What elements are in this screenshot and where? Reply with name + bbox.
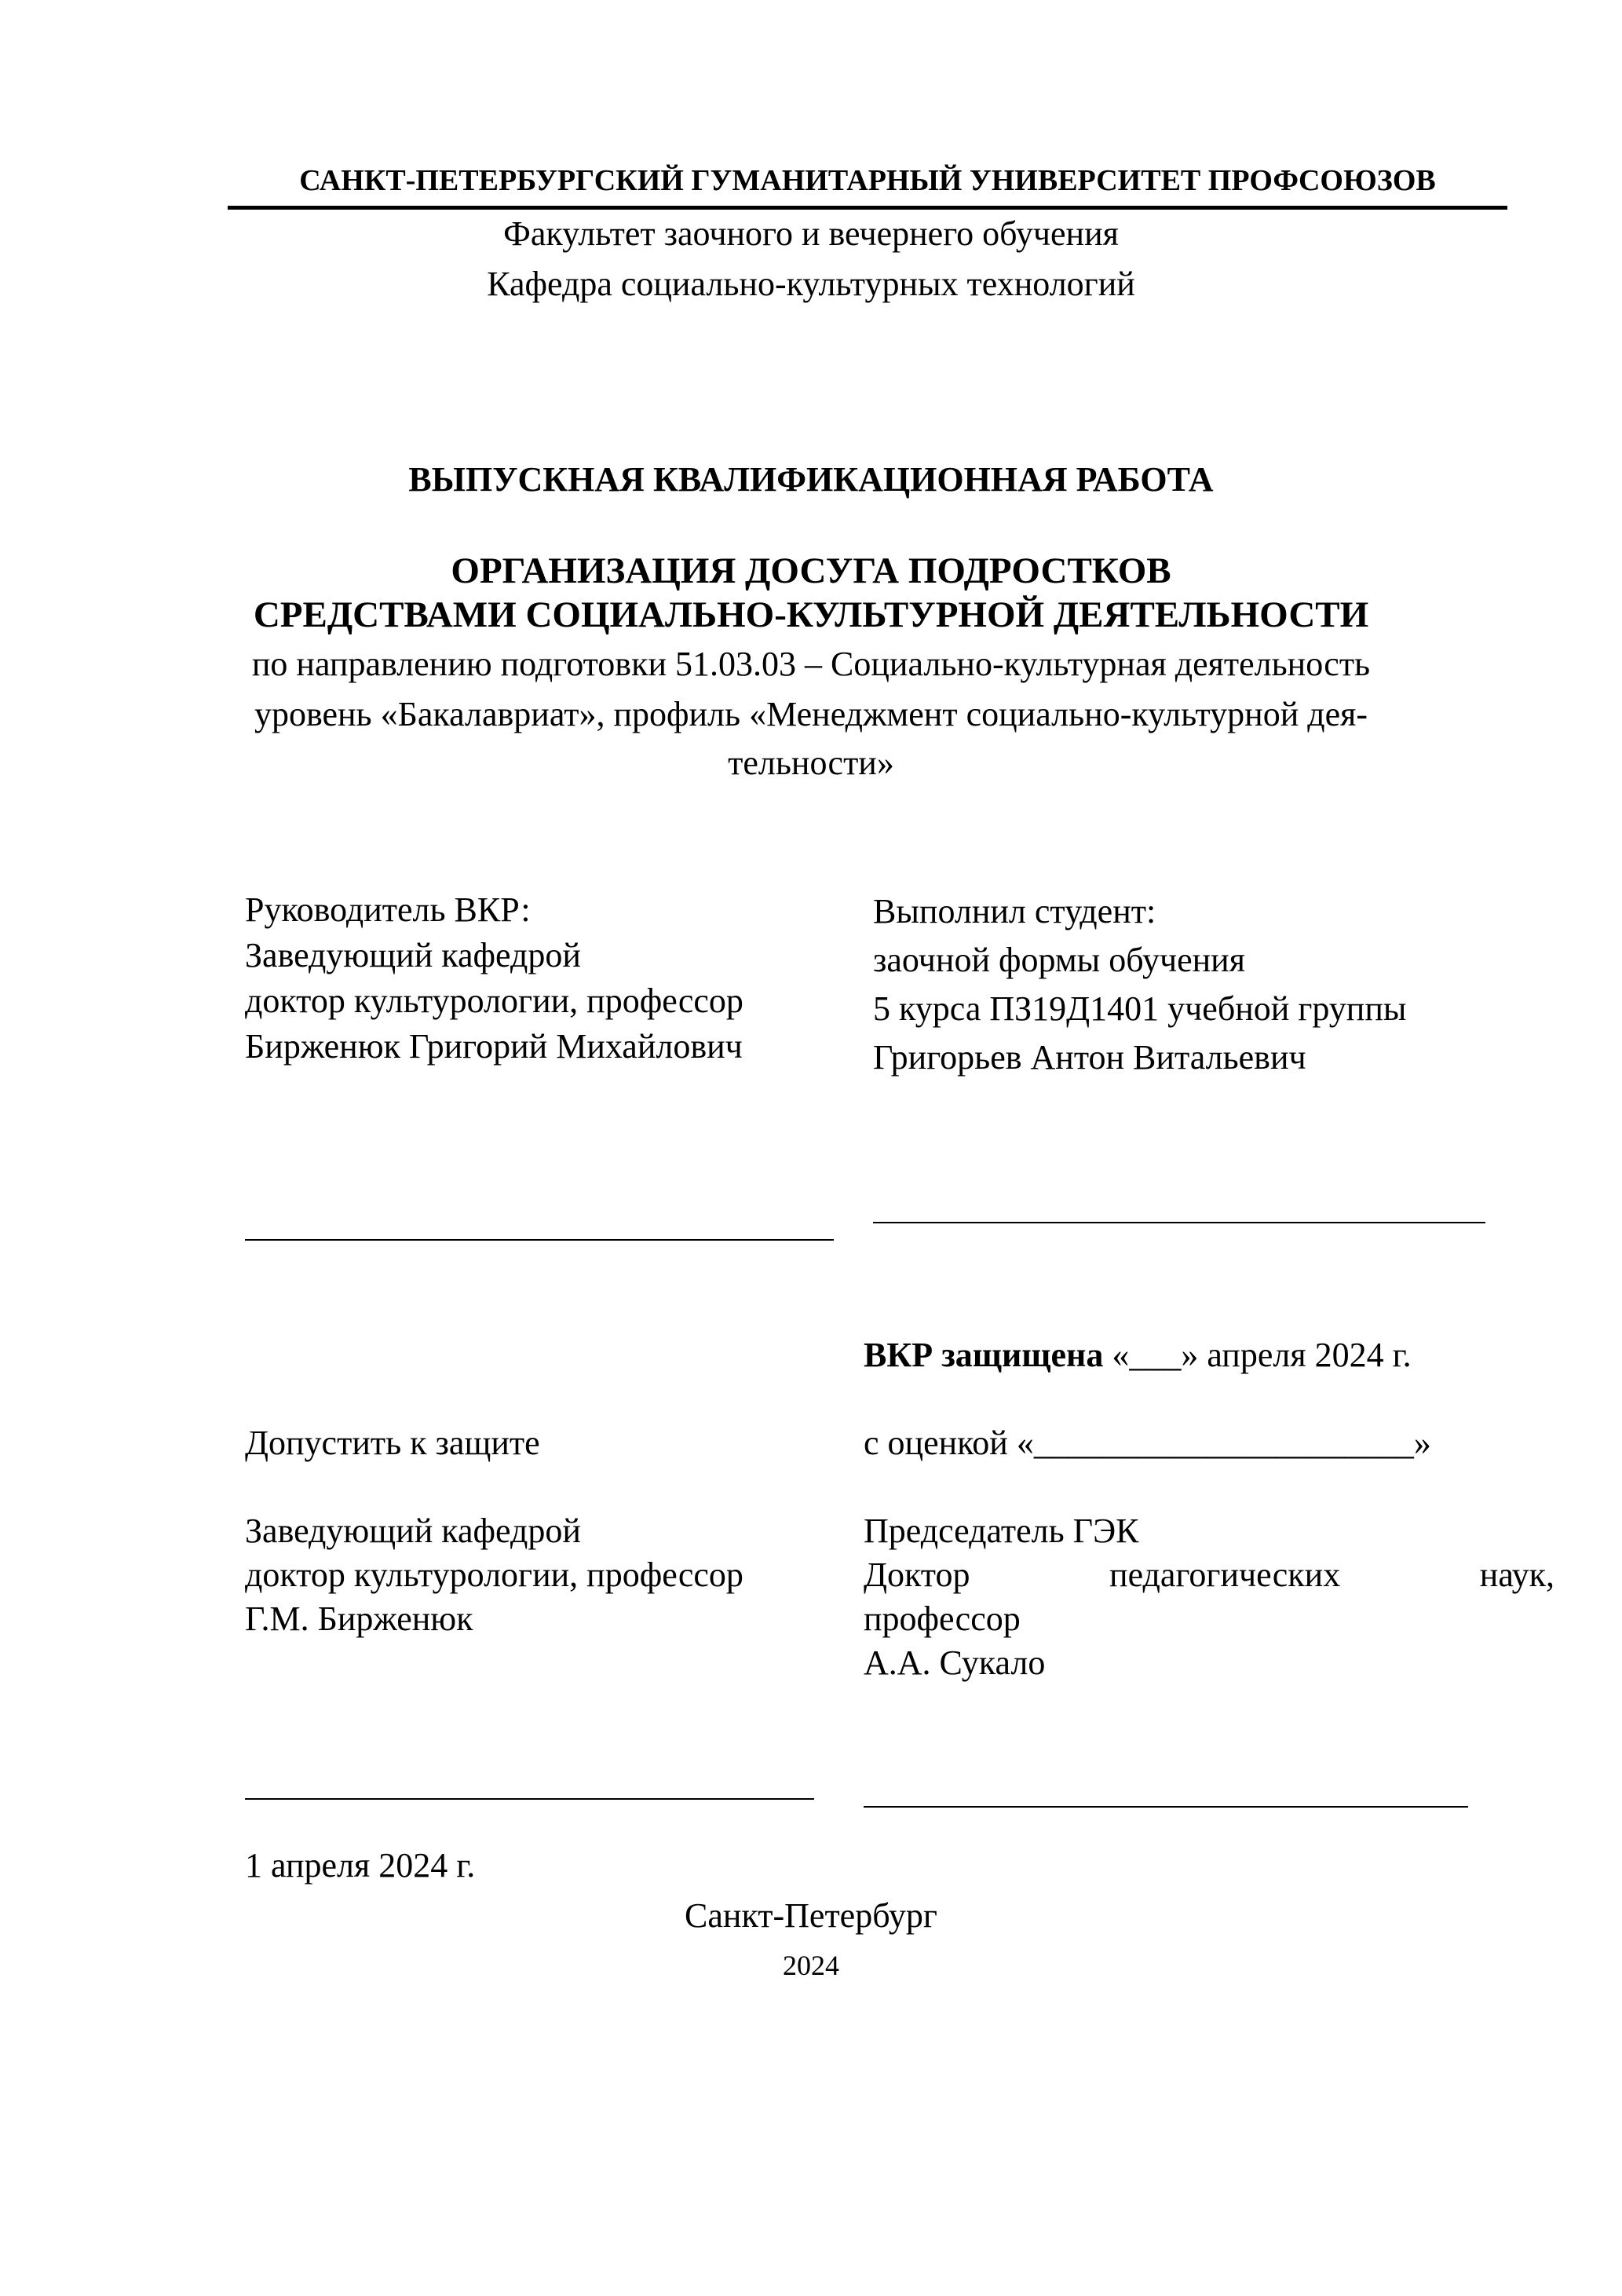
supervisor-position: Заведующий кафедрой bbox=[245, 936, 581, 974]
admission-block bbox=[245, 1509, 743, 1641]
work-profile-line2: тельности» bbox=[728, 744, 894, 782]
work-profile-line1: уровень «Бакалавриат», профиль «Менеджмент социально-культурной дея- bbox=[254, 695, 1368, 733]
supervisor-degree: доктор культурологии, профессор bbox=[245, 982, 743, 1020]
student-group: 5 курса ПЗ19Д1401 учебной группы bbox=[873, 989, 1407, 1028]
admission-signature-line bbox=[245, 1798, 814, 1800]
chair-block bbox=[864, 1509, 1554, 1685]
chair-degree-word1: Доктор bbox=[864, 1556, 970, 1594]
student-name: Григорьев Антон Витальевич bbox=[873, 1038, 1306, 1077]
header-rule bbox=[228, 206, 1507, 210]
admission-name: Г.М. Бирженюк bbox=[245, 1600, 473, 1638]
defense-date-text: «___» апреля 2024 г. bbox=[1103, 1336, 1412, 1374]
footer-year: 2024 bbox=[783, 1950, 839, 1981]
admission-degree: доктор культурологии, профессор bbox=[245, 1556, 743, 1594]
defense-grade: с оценкой «______________________» bbox=[864, 1424, 1431, 1462]
faculty-name: Факультет заочного и вечернего обучения bbox=[503, 214, 1119, 253]
chair-degree-word2: педагогических bbox=[1109, 1556, 1341, 1594]
work-direction: по направлению подготовки 51.03.03 – Социально-культурная деятельность bbox=[251, 645, 1371, 683]
work-title-line1: ОРГАНИЗАЦИЯ ДОСУГА ПОДРОСТКОВ bbox=[451, 550, 1171, 591]
work-type: ВЫПУСКНАЯ КВАЛИФИКАЦИОННАЯ РАБОТА bbox=[408, 460, 1214, 499]
student-signature-line bbox=[873, 1222, 1485, 1223]
student-form: заочной формы обучения bbox=[873, 941, 1245, 979]
supervisor-name: Бирженюк Григорий Михайлович bbox=[245, 1027, 743, 1066]
student-heading: Выполнил студент: bbox=[873, 892, 1156, 930]
supervisor-heading: Руководитель ВКР: bbox=[245, 890, 531, 929]
chair-degree bbox=[864, 1553, 1554, 1597]
footer-city: Санкт-Петербург bbox=[685, 1896, 937, 1935]
defense-label: ВКР защищена bbox=[864, 1336, 1104, 1374]
chair-rank: профессор bbox=[864, 1600, 1021, 1638]
admission-date: 1 апреля 2024 г. bbox=[245, 1846, 476, 1885]
work-title-line2: СРЕДСТВАМИ СОЦИАЛЬНО-КУЛЬТУРНОЙ ДЕЯТЕЛЬНОСТИ bbox=[253, 594, 1369, 635]
chair-degree-word3: наук, bbox=[1479, 1556, 1554, 1594]
admission-position: Заведующий кафедрой bbox=[245, 1512, 581, 1550]
supervisor-block bbox=[245, 887, 743, 1069]
defense-date bbox=[864, 1335, 1412, 1375]
chair-title: Председатель ГЭК bbox=[864, 1512, 1139, 1550]
chair-signature-line bbox=[864, 1806, 1468, 1808]
supervisor-signature-line bbox=[245, 1239, 834, 1241]
chair-name: А.А. Сукало bbox=[864, 1643, 1046, 1682]
admission-label: Допустить к защите bbox=[245, 1424, 540, 1462]
student-block bbox=[873, 887, 1406, 1082]
university-name: САНКТ-ПЕТЕРБУРГСКИЙ ГУМАНИТАРНЫЙ УНИВЕРСИТЕТ ПРОФСОЮЗОВ bbox=[299, 164, 1436, 197]
department-name: Кафедра социально-культурных технологий bbox=[487, 265, 1135, 303]
